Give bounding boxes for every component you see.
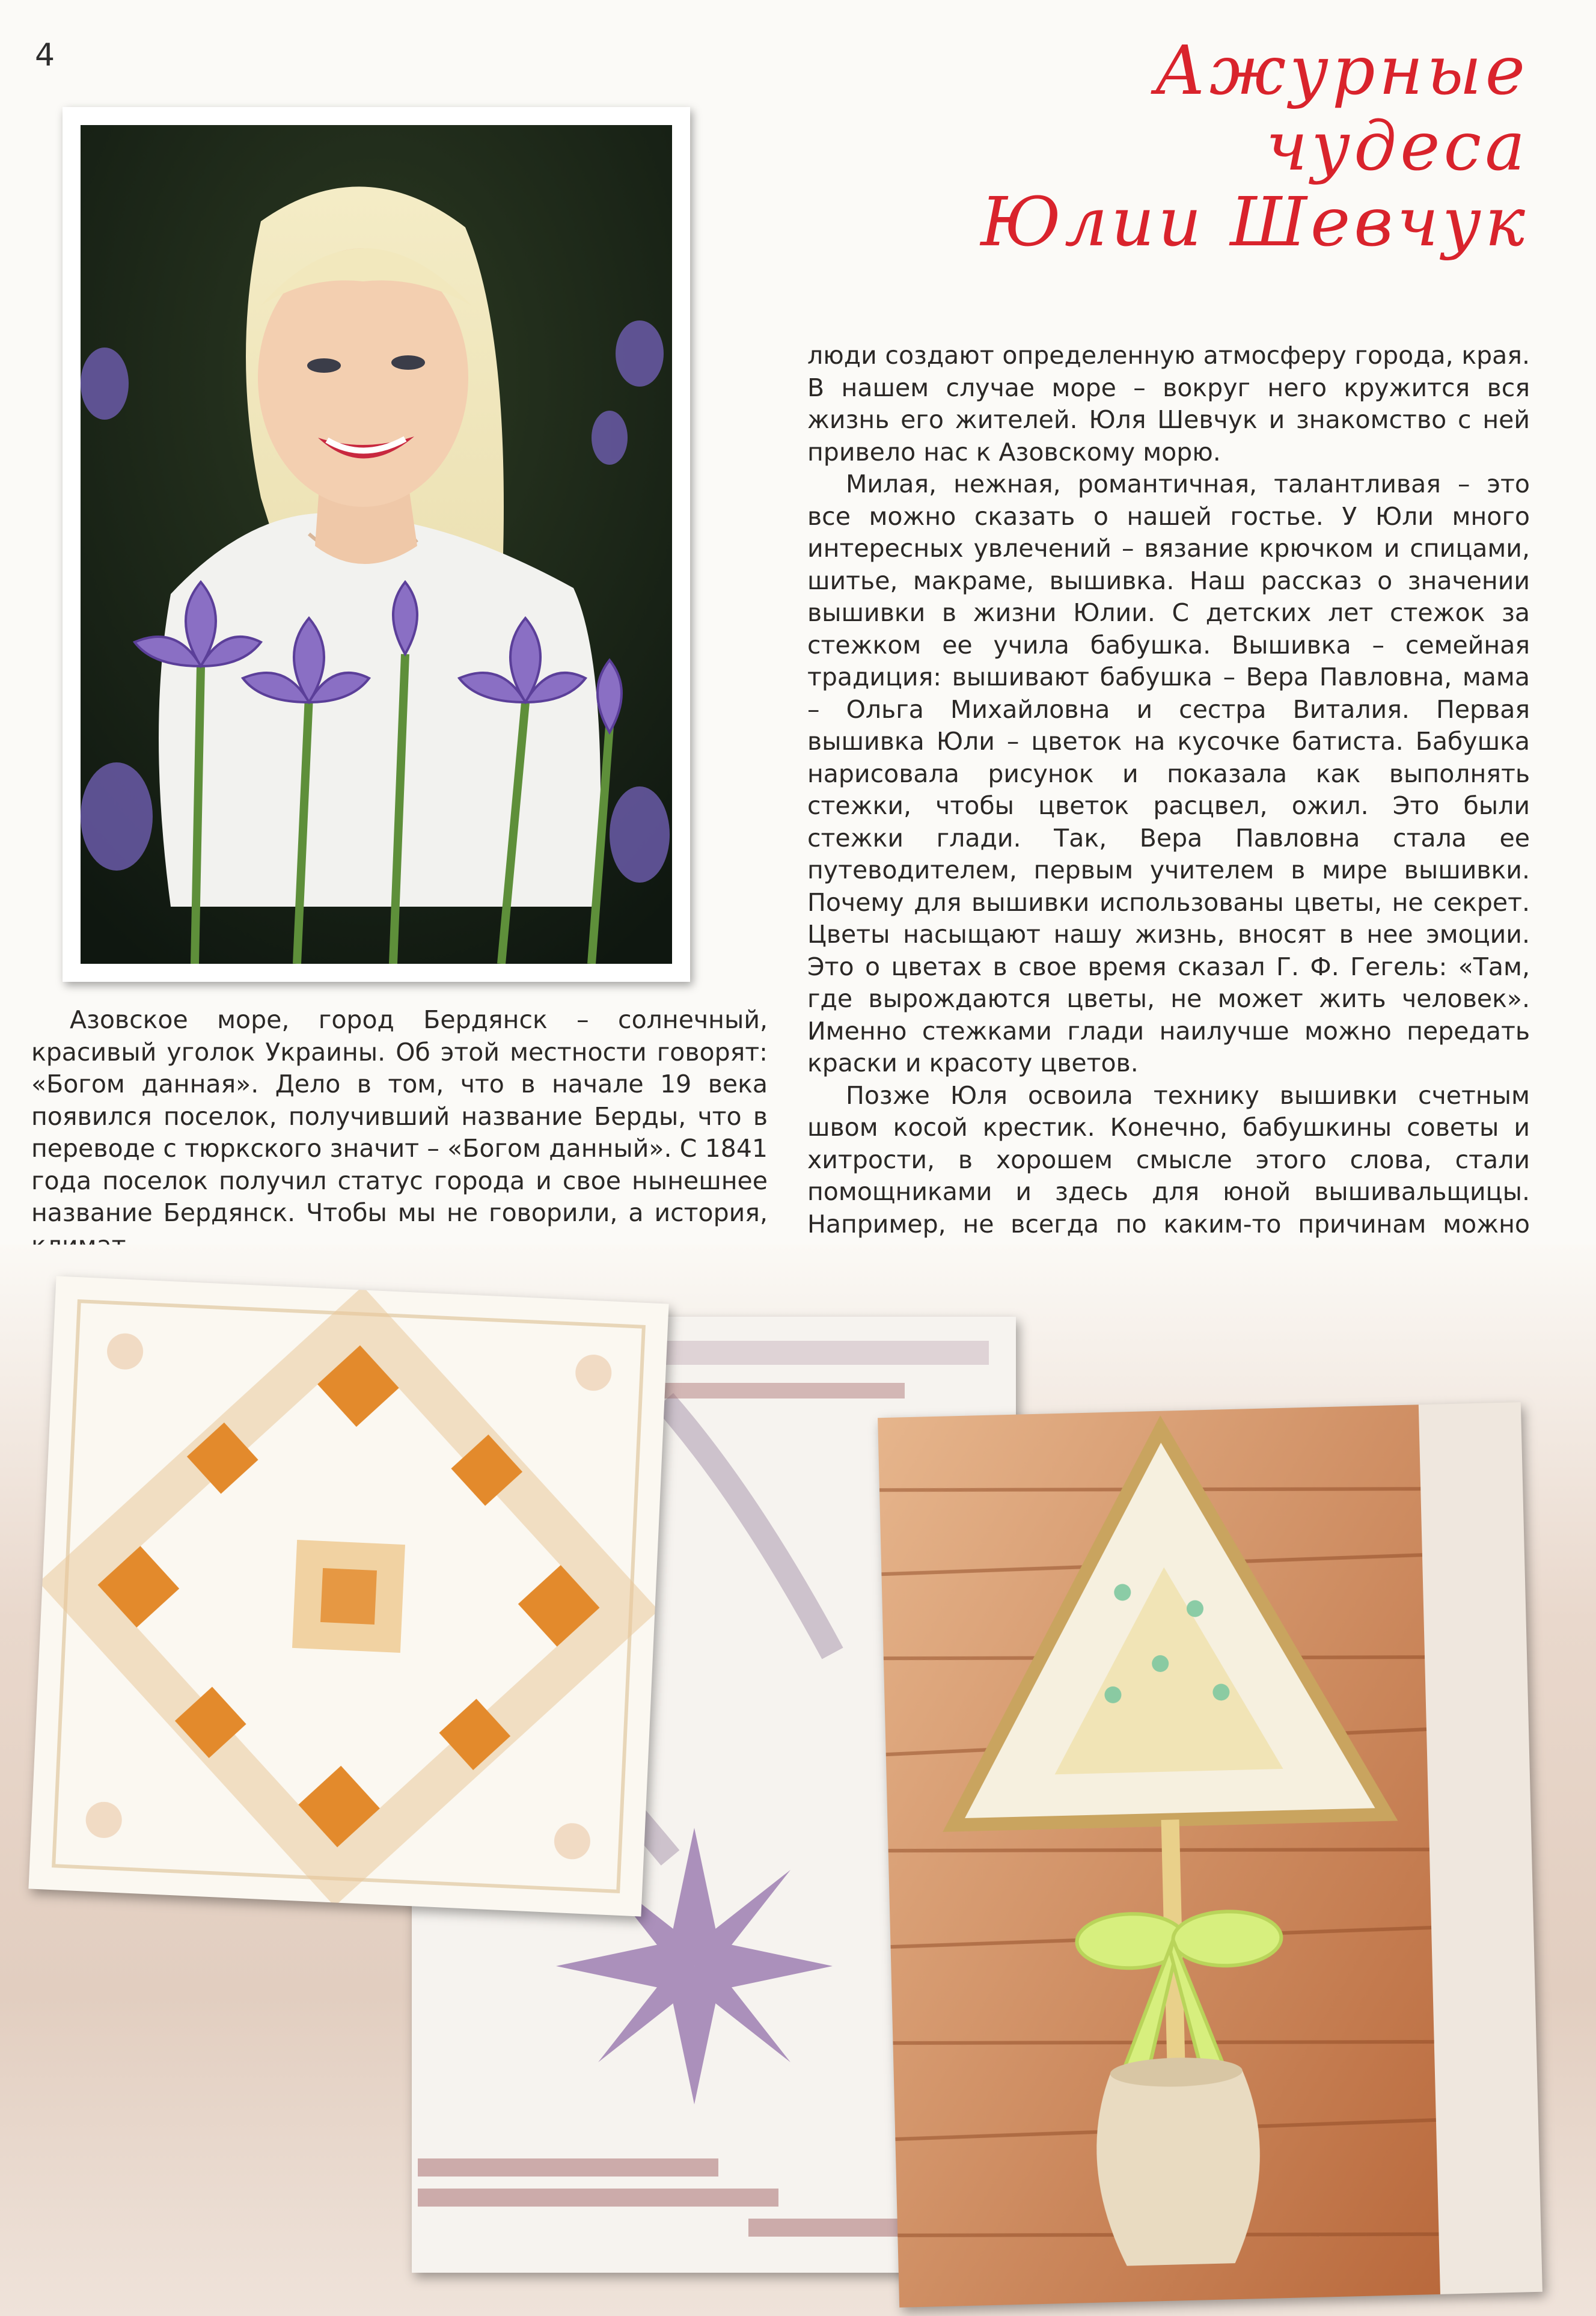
article-title [928,33,1529,260]
article-right-column [807,340,1530,1305]
paragraph: люди создают определенную атмосферу города, края. В нашем случае море – вокруг него кружится вся жизнь его жителей. Юля Шевчук и знакомство с ней привело нас к Азовскому морю. [807,341,1530,467]
embroidery-photo-triangle [878,1402,1542,2308]
paragraph: Милая, нежная, романтичная, талантливая – это все можно сказать о нашей гостье. У Юли много интересных увлечений – вязание крючком и спицами, шитье, макраме, вышивка. Наш рассказ о значении вышивки в жизни Юлии. С детских лет стежок за стежком ее учила бабушка. Вышивка – семейная традиция: вышивают бабушка – Вера Павловна, мама – Ольга Михайловна и сестра Виталия. Первая вышивка Юли – цветок на кусочке батиста. Бабушка нарисовала рисунок и показала как выполнять стежки, чтобы цветок расцвел, ожил. Это были стежки глади. Так, Вера Павловна стала ее путеводителем, первым учителем в мире вышивки. Почему для вышивки использованы цветы, не секрет. Цветы насыщают нашу жизнь, вносят в нее эмоции. Это о цветах в свое время сказал Г. Ф. Гегель: «Там, где вырождаются цветы, не может жить человек». Именно стежками глади наилучше можно передать краски и красоту цветов. [807,470,1530,1077]
portrait-photo [63,107,690,982]
embroidery-photo-orange-square [28,1276,668,1916]
paragraph: Позже Юля освоила технику вышивки счетным швом косой крестик. Конечно, бабушкины советы и хитрости, в хорошем смысле этого слова, стали помощниками и здесь для юной вышивальщицы. Например, не всегда по каким-то причинам можно [807,1080,1530,1239]
orange-square-image [28,1276,668,1916]
title-line-3: Юлии Шевчук [980,183,1529,262]
triangle-embroidery-image [878,1402,1542,2308]
title-line-1: Ажурные [1154,32,1529,110]
paragraph: Азовское море, город Бердянск – солнечный, красивый уголок Украины. Об этой местности говорят: «Богом данная». Дело в том, что в начале 19 века появился поселок, получивший название Берды, что в переводе с тюркского значит – «Богом данный». С 1841 года поселок получил статус города и свое нынешнее название Бердянск. Чтобы мы не говорили, а история, [31,1005,768,1227]
portrait-image [81,125,672,964]
page-number: 4 [35,37,55,73]
title-line-2: чудеса [1265,108,1529,186]
article-left-column [31,1004,768,1261]
